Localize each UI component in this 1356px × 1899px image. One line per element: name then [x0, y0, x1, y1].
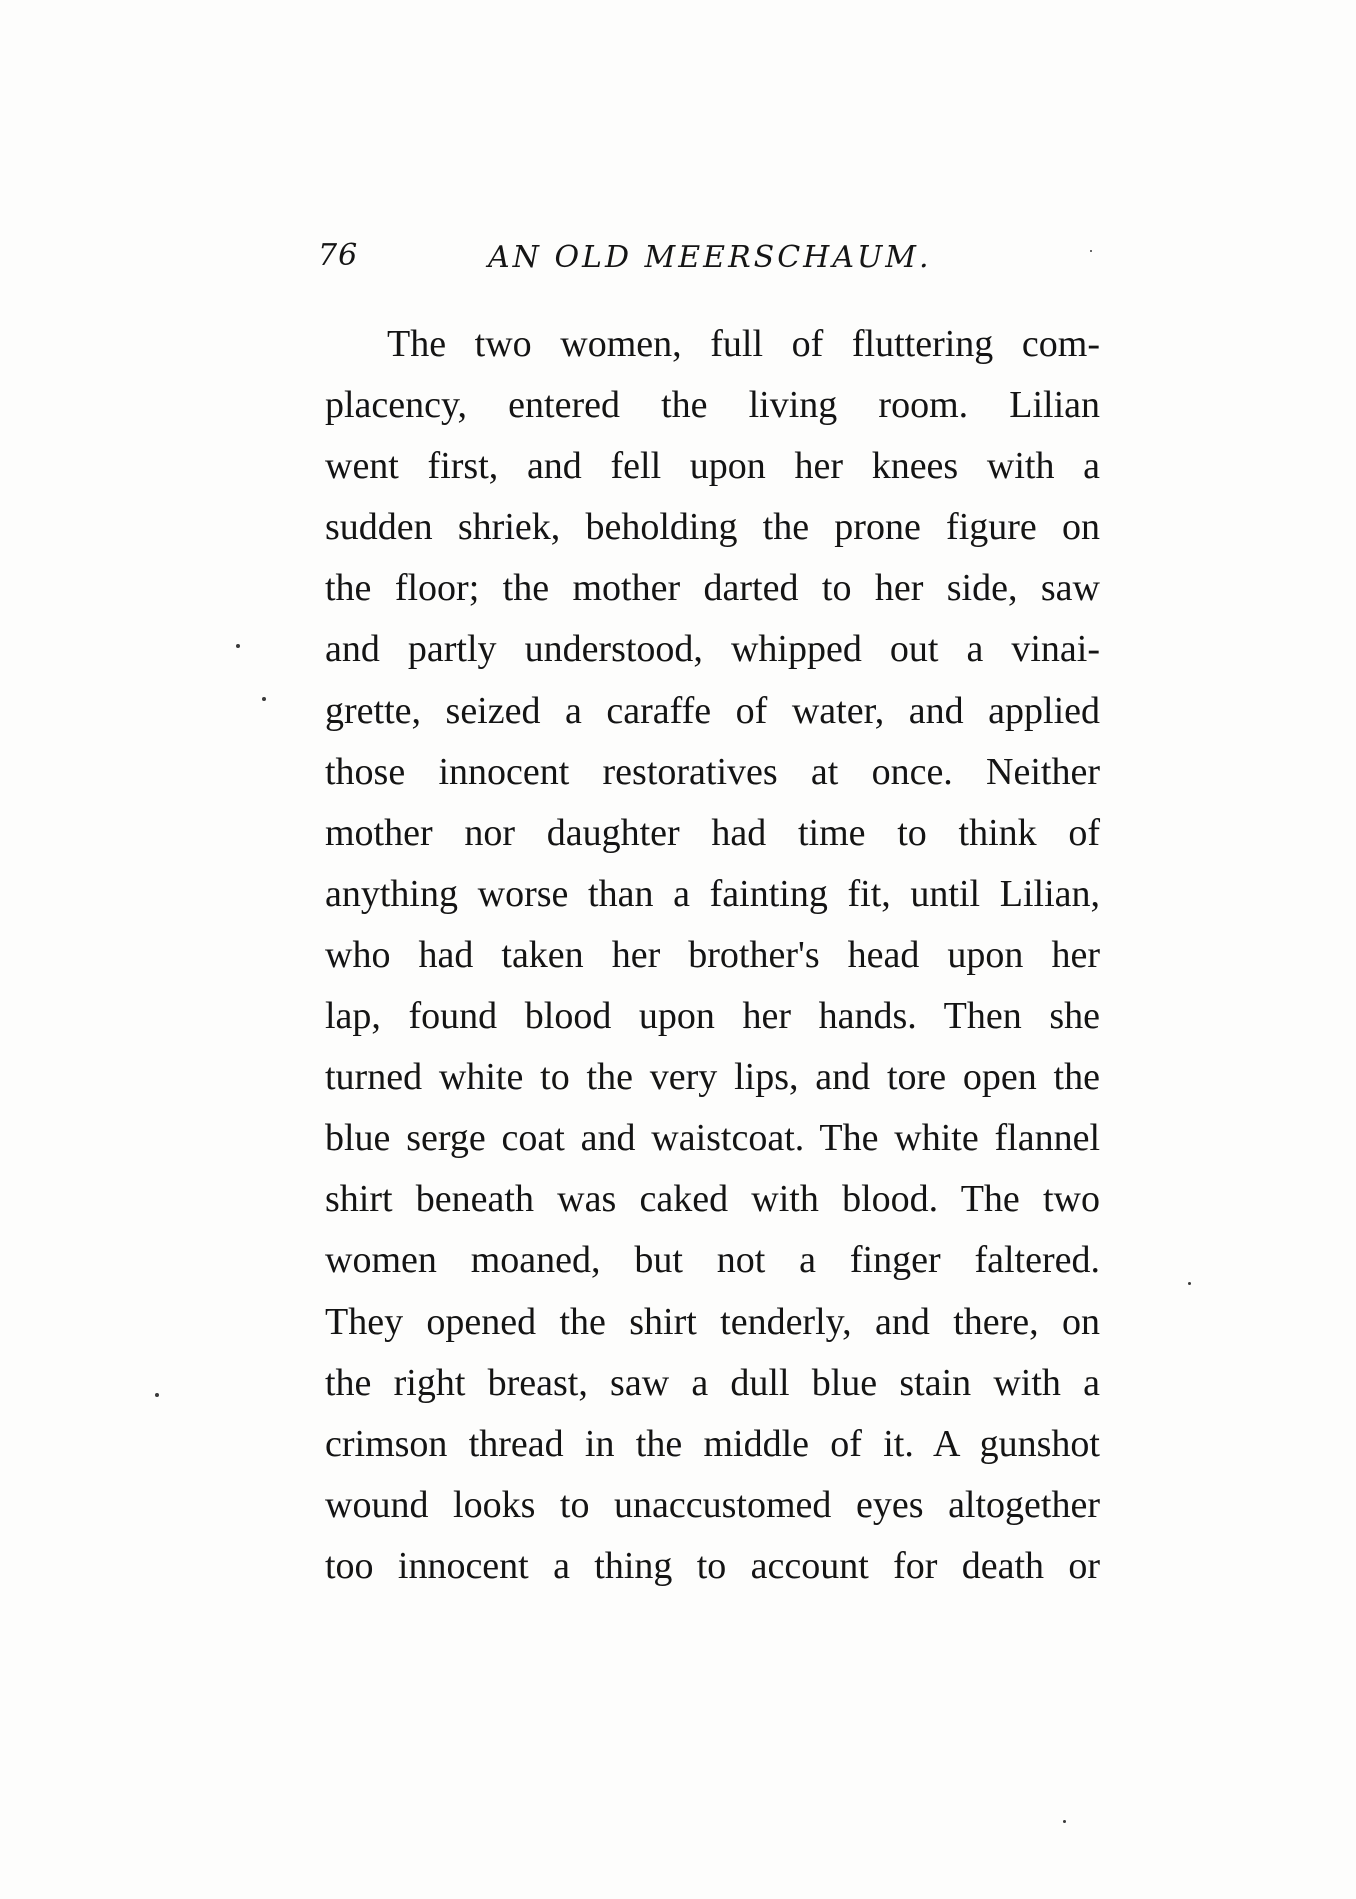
page-number: 76 — [318, 238, 359, 273]
scan-speck — [236, 644, 240, 648]
text-line: mother nor daughter had time to think of — [325, 811, 1100, 854]
text-line: sudden shriek, beholding the prone figure on — [325, 506, 1100, 549]
text-line: wound looks to unaccustomed eyes altogether — [325, 1483, 1100, 1526]
text-line: who had taken her brother's head upon her — [325, 933, 1100, 976]
text-line: women moaned, but not a finger faltered. — [325, 1239, 1100, 1282]
text-line: blue serge coat and waistcoat. The white flannel — [325, 1117, 1100, 1160]
running-head — [318, 238, 1098, 282]
text-line: anything worse than a fainting fit, until Lilian, — [325, 872, 1100, 915]
scan-speck — [1063, 1820, 1066, 1823]
text-line: went first, and fell upon her knees with a — [325, 445, 1100, 488]
text-line: and partly understood, whipped out a vinai- — [325, 628, 1100, 671]
scan-speck — [1188, 1282, 1191, 1285]
running-title: AN OLD MEERSCHAUM. — [488, 240, 932, 275]
body-text — [325, 314, 1100, 1597]
text-line: lap, found blood upon her hands. Then she — [325, 995, 1100, 1038]
text-line: They opened the shirt tenderly, and there, on — [325, 1300, 1100, 1343]
scan-speck — [1090, 250, 1092, 252]
text-line: too innocent a thing to account for death or — [325, 1544, 1100, 1587]
text-line: grette, seized a caraffe of water, and applied — [325, 689, 1100, 732]
text-line: the right breast, saw a dull blue stain with a — [325, 1361, 1100, 1404]
text-line: The two women, full of fluttering com- — [387, 323, 1100, 365]
text-line: the floor; the mother darted to her side, saw — [325, 567, 1100, 610]
text-line: turned white to the very lips, and tore open the — [325, 1056, 1100, 1099]
text-line: placency, entered the living room. Lilian — [325, 384, 1100, 427]
text-line: those innocent restoratives at once. Neither — [325, 750, 1100, 793]
text-line: shirt beneath was caked with blood. The two — [325, 1178, 1100, 1221]
scan-speck — [155, 1393, 159, 1397]
scan-speck — [262, 697, 266, 701]
text-line: crimson thread in the middle of it. A gunshot — [325, 1422, 1100, 1465]
